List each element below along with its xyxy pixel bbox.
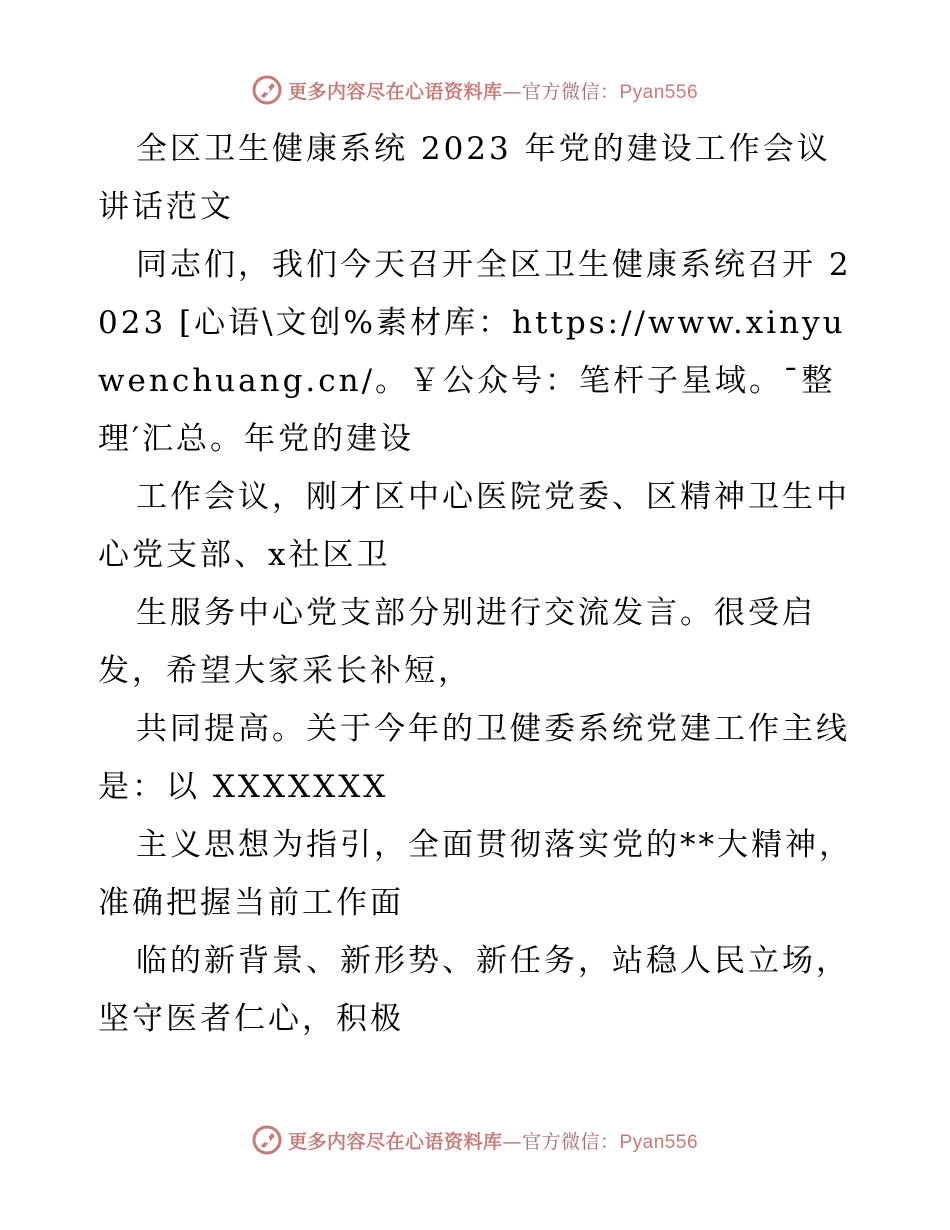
paragraph: 临的新背景、新形势、新任务，站稳人民立场，坚守医者仁心，积极: [98, 943, 850, 1037]
paragraph: 同志们，我们今天召开全区卫生健康系统召开 2023 [心语\文创%素材库：https://www.xinyuwenchuang.cn/。￥公众号：笔杆子星域。¯整理′汇总。年党的建设: [98, 247, 852, 457]
banner-handle: Pyan556: [619, 81, 699, 103]
logo-icon: [252, 1125, 282, 1155]
paragraph: 生服务中心党支部分别进行交流发言。很受启发，希望大家采长补短，: [98, 595, 816, 689]
banner-rest-text: —官方微信：: [502, 1130, 620, 1153]
paragraph: 主义思想为指引，全面贯彻落实党的**大精神，准确把握当前工作面: [98, 827, 853, 921]
paragraph: 工作会议，刚才区中心医院党委、区精神卫生中心党支部、x社区卫: [98, 479, 850, 573]
banner-text: [288, 1127, 698, 1154]
banner-handle: Pyan556: [619, 1131, 699, 1153]
logo-icon: [252, 75, 282, 105]
header-banner: [0, 70, 950, 110]
banner-text: [288, 77, 698, 104]
footer-banner: [0, 1120, 950, 1160]
paragraph-title: 全区卫生健康系统 2023 年党的建设工作会议讲话范文: [98, 131, 831, 225]
banner-main-text: 更多内容尽在心语资料库: [287, 80, 503, 103]
paragraph: 共同提高。关于今年的卫健委系统党建工作主线是：以 XXXXXXX: [98, 711, 850, 805]
document-body: [98, 120, 858, 1048]
banner-rest-text: —官方微信：: [502, 80, 620, 103]
banner-main-text: 更多内容尽在心语资料库: [287, 1130, 503, 1153]
